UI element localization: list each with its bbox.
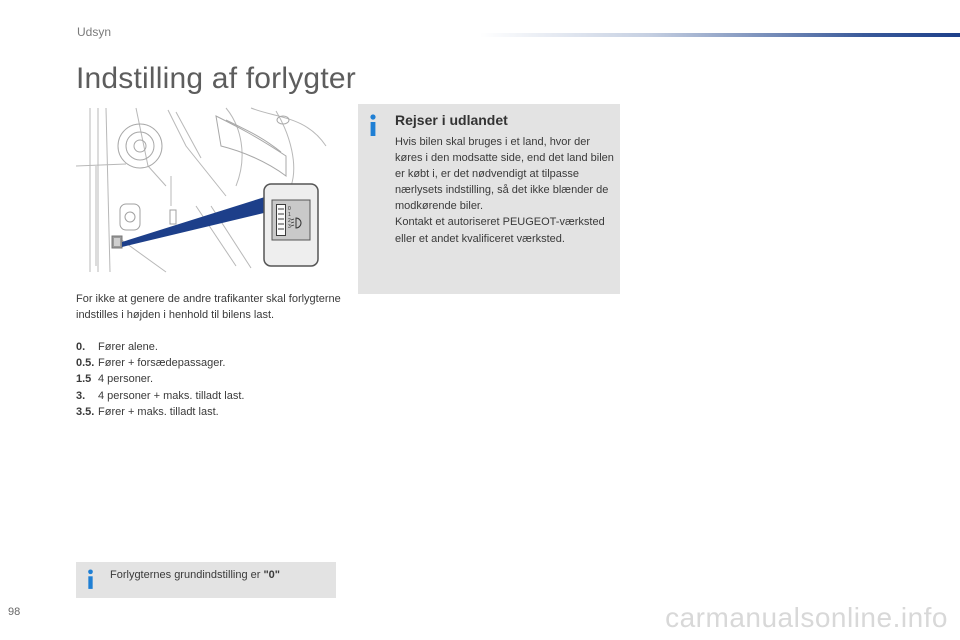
dial-label: 0 [288, 206, 291, 212]
level-text: Fører alene. [98, 341, 158, 353]
info-icon [86, 569, 95, 589]
info-box-travel-abroad [358, 104, 620, 294]
level-key: 0.5. [76, 357, 95, 370]
dial-label: 1 [288, 212, 291, 218]
info-title: Rejser i udlandet [395, 112, 508, 128]
page-title: Indstilling af forlygter [76, 62, 356, 95]
level-text: 4 personer. [98, 373, 154, 386]
note-text [110, 569, 280, 581]
callout-wedge [122, 196, 268, 247]
intro-text: For ikke at genere de andre trafikanter skal forlygterne indstilles i højden i henhold til bilens last. [76, 293, 341, 321]
dial-inset [264, 184, 318, 266]
section-label: Udsyn [77, 25, 112, 39]
list-item [76, 388, 346, 404]
level-text: Fører + forsædepassager. [98, 357, 226, 370]
info-icon [368, 114, 378, 136]
dial-label: 3 [288, 224, 291, 230]
dial-labels [288, 206, 291, 230]
level-text: 4 personer + maks. tilladt last. [98, 389, 245, 402]
list-item [76, 339, 346, 355]
dashboard-illustration [76, 106, 338, 274]
note-box [76, 562, 336, 598]
page-number: 98 [8, 606, 21, 618]
level-key: 3. [76, 389, 86, 402]
header-bar [480, 33, 960, 37]
note-label: Forlygternes grundindstilling er [110, 569, 264, 581]
level-text: Fører + maks. tilladt last. [98, 405, 219, 418]
note-value: "0" [263, 569, 281, 581]
dial-label: 2 [288, 218, 291, 224]
list-item [76, 355, 346, 371]
list-item [76, 371, 346, 387]
list-item [76, 404, 346, 420]
load-level-list [76, 339, 346, 420]
level-key: 0. [76, 341, 86, 353]
level-key: 3.5. [76, 405, 95, 418]
level-key: 1.5 [76, 373, 92, 386]
info-body: Hvis bilen skal bruges i et land, hvor der køres i den modsatte side, end det land bilen er købt i, er det nødvendigt at tilpasse nærlysets indstilling, så det ikke blænder de modkørende biler. Kontakt et autoriseret PEUGEOT-værksted eller et andet kvalificeret værksted. [395, 136, 614, 245]
watermark: carmanualsonline.info [665, 602, 948, 633]
